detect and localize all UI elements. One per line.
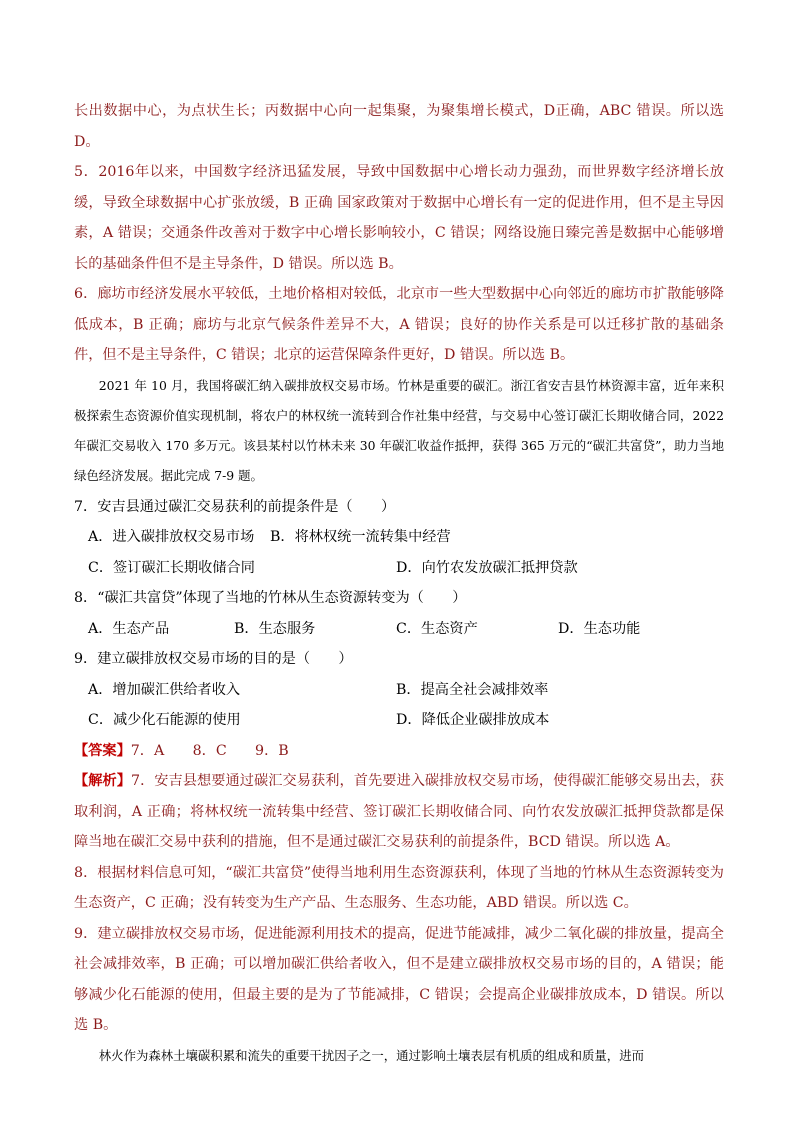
option-a: A．进入碳排放权交易市场 (88, 529, 255, 546)
analysis-8: 8．根据材料信息可知，“碳汇共富贷”使得当地利用生态资源获利，体现了当地的竹林从生态资源转变为生态资产，C 正确；没有转变为生产产品、生态服务、生态功能，ABD 错误。所以选 C。 (74, 864, 724, 912)
options-row (74, 522, 724, 553)
answer-tag: 【答案】 (74, 742, 131, 759)
question-7 (74, 492, 724, 584)
analysis-tag: 【解析】 (74, 773, 131, 790)
options-row (74, 705, 724, 736)
option-c: C．减少化石能源的使用 (88, 712, 241, 729)
option-c: C．签订碳汇长期收储合同 (88, 559, 255, 576)
option-b: B．将林权统一流转集中经营 (270, 529, 451, 546)
question-stem: 9．建立碳排放权交易市场的目的是（ ） (74, 651, 353, 668)
options-row (74, 675, 724, 706)
option-c: C．生态资产 (396, 620, 478, 637)
options-row (74, 553, 724, 584)
answer-text: 7．A 8．C 9．B (130, 742, 289, 759)
document-page (74, 96, 724, 1071)
question-stem: 7．安吉县通过碳汇交易获利的前提条件是（ ） (74, 498, 396, 515)
option-d: D．降低企业碳排放成本 (396, 712, 550, 729)
analysis-9: 9．建立碳排放权交易市场，促进能源利用技术的提高，促进节能减排，减少二氧化碳的排放量，提高全社会减排效率，B 正确；可以增加碳汇供给者收入，但不是建立碳排放权交易市场的目的，A 错误；能够减少化石能源的使用，但最主要的是为了节能减排，C 错误；会提高企业碳排放成本，D 错误。所以选 B。 (74, 925, 724, 1034)
option-b: B．生态服务 (234, 620, 316, 637)
question-8 (74, 583, 724, 644)
explanation-5: 5．2016年以来，中国数字经济迅猛发展，导致中国数据中心增长动力强劲，而世界数字经济增长放缓，导致全球数据中心扩张放缓，B 正确 国家政策对于数据中心增长有一定的促进作用，但不是主导因素，A 错误；交通条件改善对于数字中心增长影响较小，C 错误；网络设施日臻完善是数据中心能够增长的基础条件但不是主导条件，D 错误。所以选 B。 (74, 164, 724, 272)
answer-line (74, 736, 724, 767)
question-9 (74, 644, 724, 736)
option-d: D．生态功能 (558, 620, 641, 637)
next-material-passage: 林火作为森林土壤碳积累和流失的重要干扰因子之一，通过影响土壤表层有机质的组成和质量，进而 (98, 1047, 644, 1063)
option-a: A．生态产品 (88, 620, 170, 637)
material-passage: 2021 年 10 月，我国将碳汇纳入碳排放权交易市场。竹林是重要的碳汇。浙江省安吉县竹林资源丰富，近年来积极探索生态资源价值实现机制，将农户的林权统一流转到合作社集中经营，与交易中心签订碳汇长期收储合同，2022 年碳汇交易收入 170 多万元。该县某村以竹林未来 30 年碳汇收益作抵押，获得 365 万元的“碳汇共富贷”，助力当地绿色经济发展。据此完成 7-9 题。 (74, 377, 724, 484)
explanation-6: 6．廊坊市经济发展水平较低，土地价格相对较低，北京市一些大型数据中心向邻近的廊坊市扩散能够降低成本，B 正确；廊坊与北京气候条件差异不大，A 错误；良好的协作关系是可以迁移扩散的基础条件，但不是主导条件，C 错误；北京的运营保障条件更好，D 错误。所以选 B。 (74, 286, 724, 363)
analysis-7-text: 7．安吉县想要通过碳汇交易获利，首先要进入碳排放权交易市场，使得碳汇能够交易出去，获取利润，A 正确；将林权统一流转集中经营、签订碳汇长期收储合同、向竹农发放碳汇抵押贷款都是保障当地在碳汇交易中获利的措施，但不是通过碳汇交易获利的前提条件，BCD 错误。所以选 A。 (74, 773, 724, 851)
option-b: B．提高全社会减排效率 (396, 681, 549, 698)
explanation-4-tail: 长出数据中心，为点状生长；丙数据中心向一起集聚，为聚集增长模式，D正确，ABC 错误。所以选D。 (74, 103, 724, 150)
options-row (74, 614, 724, 645)
option-a: A．增加碳汇供给者收入 (88, 681, 241, 698)
option-d: D．向竹农发放碳汇抵押贷款 (396, 559, 578, 576)
analysis-7 (74, 766, 724, 858)
question-stem: 8．“碳汇共富贷”体现了当地的竹林从生态资源转变为（ ） (74, 590, 467, 607)
